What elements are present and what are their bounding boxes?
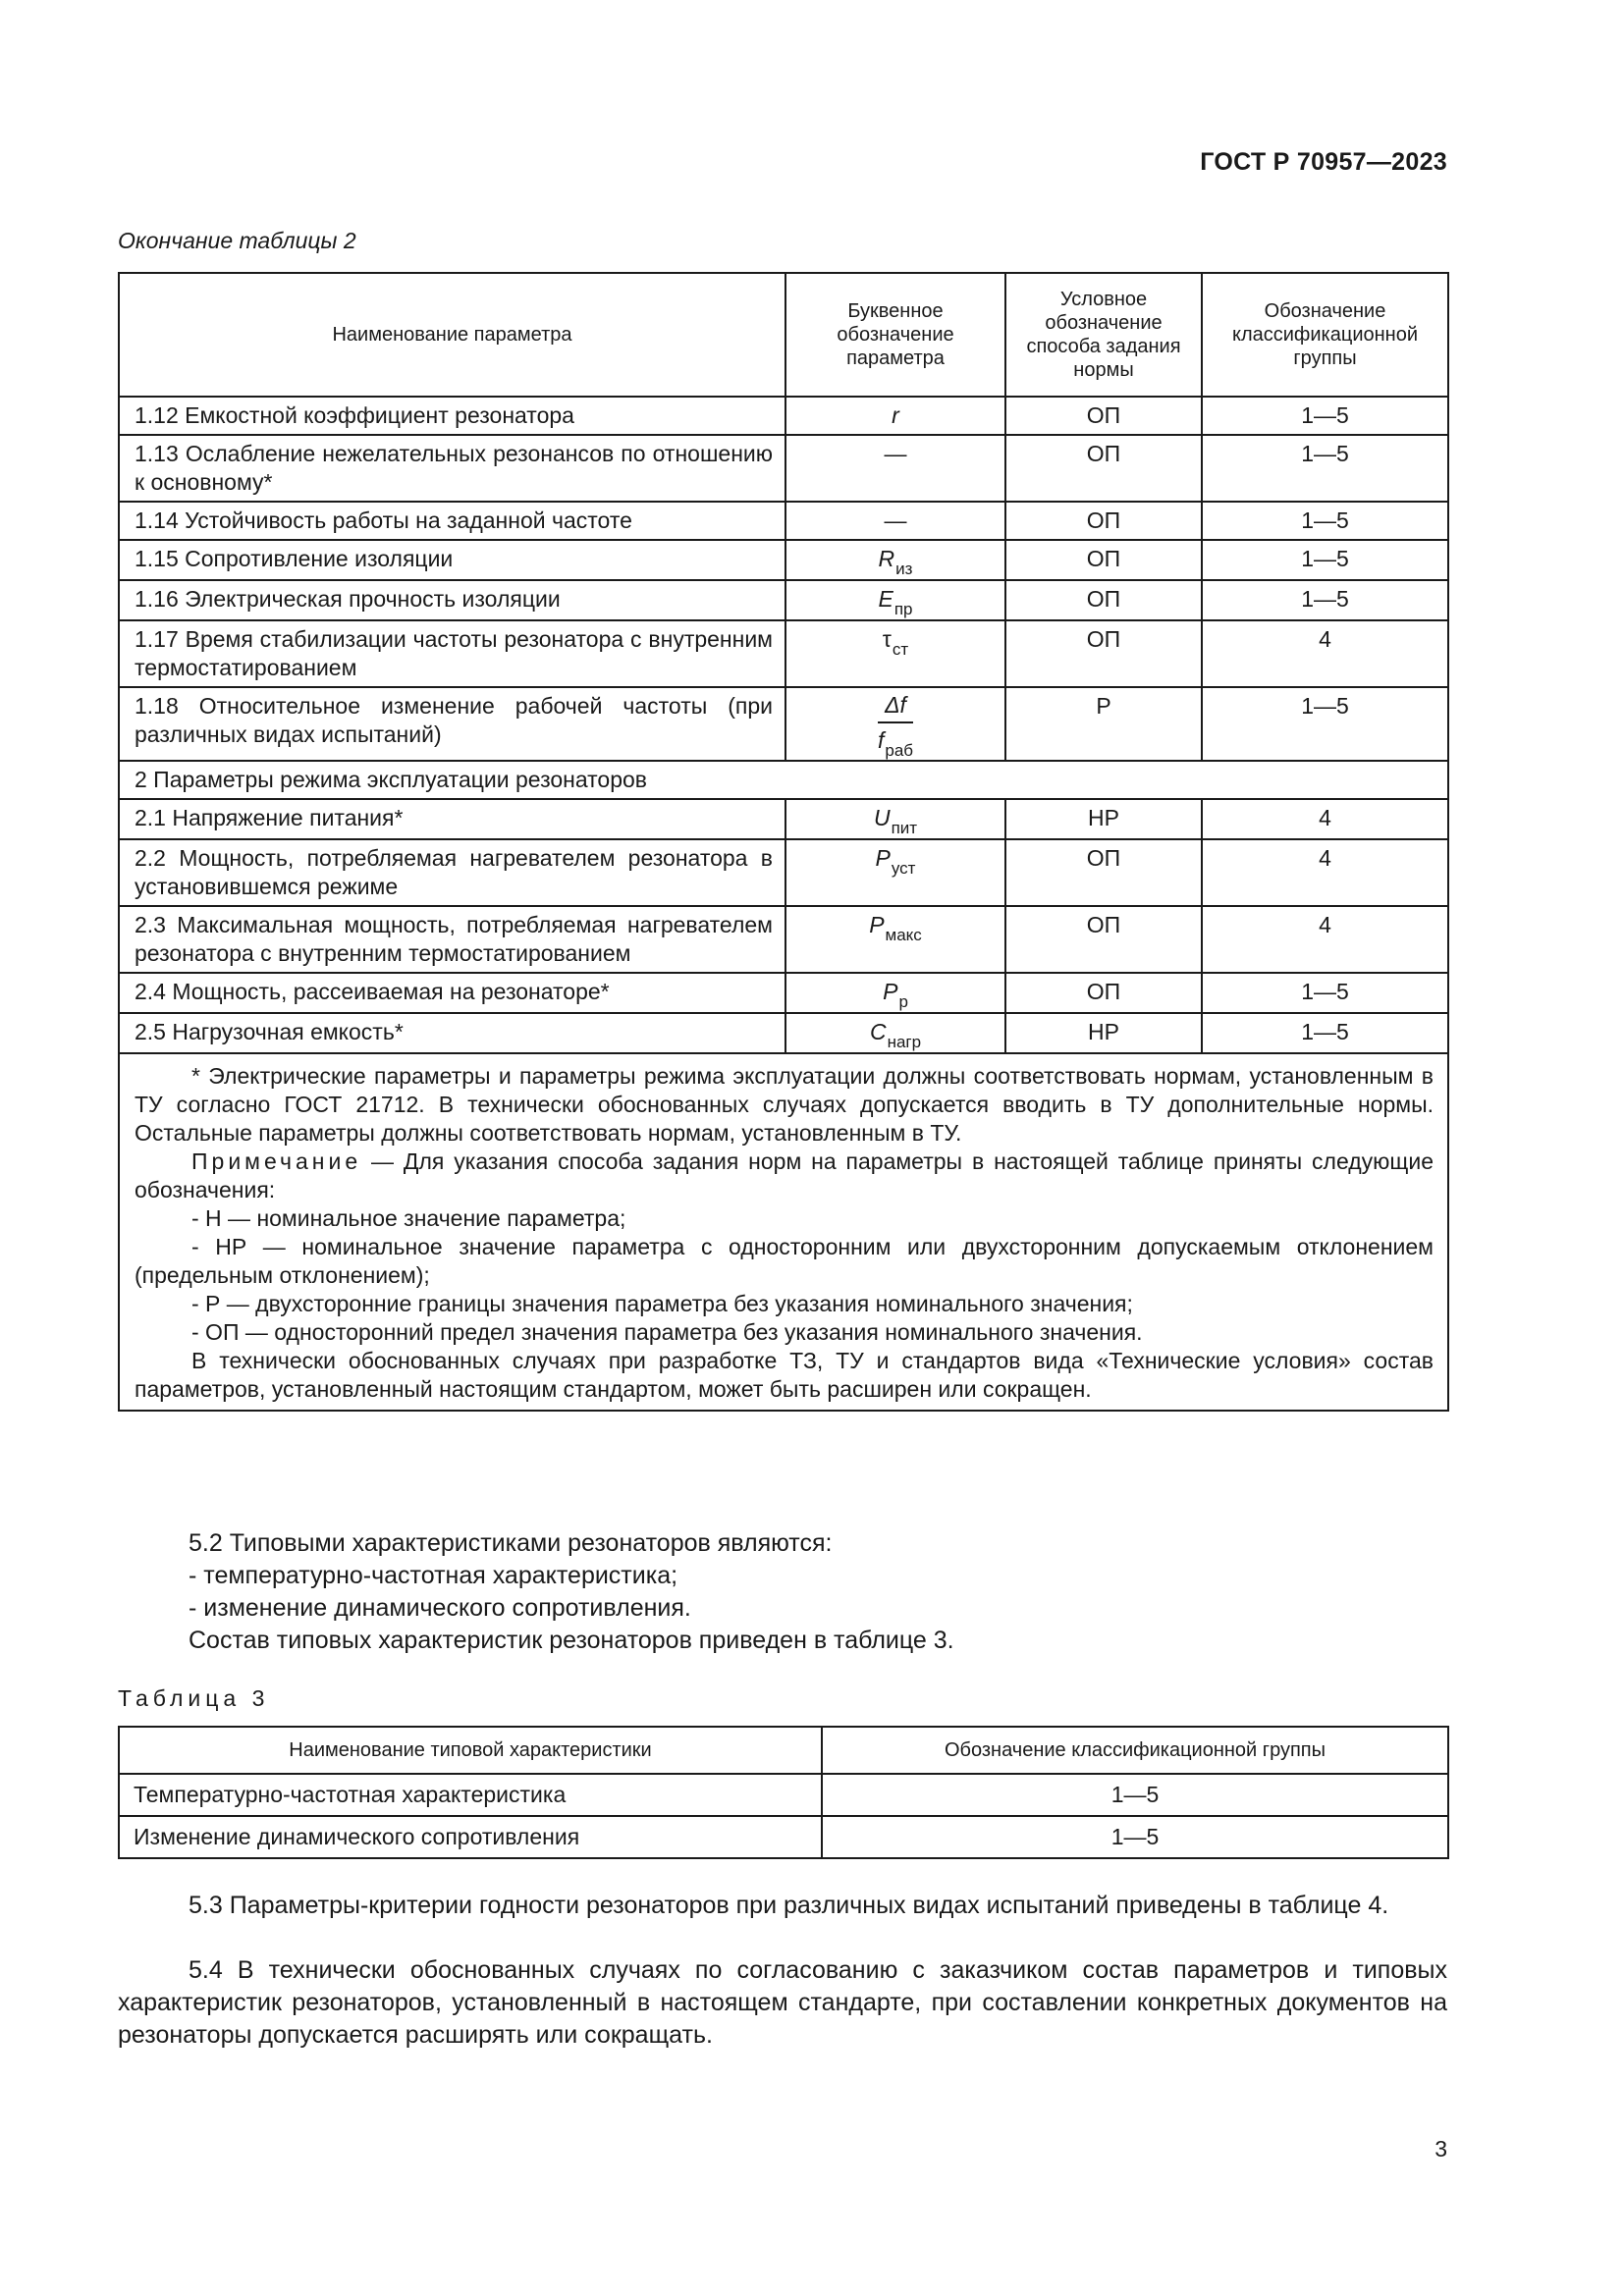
parameter-symbol: r — [892, 402, 899, 428]
table-row — [119, 839, 1448, 906]
parameter-symbol: $C_{нагр}$ — [785, 1013, 1005, 1053]
section-5-2-intro: 5.2 Типовыми характеристиками резонаторов являются: — [189, 1529, 833, 1557]
class-group: 1—5 — [1202, 1013, 1448, 1053]
table-header-row — [119, 273, 1448, 397]
page-number: 3 — [1435, 2136, 1447, 2162]
norm-method: ОП — [1005, 906, 1202, 973]
parameter-name: 1.18 Относительное изменение рабочей частоты (при различных видах испытаний) — [119, 687, 785, 761]
header-class-group: Обозначение классификационной группы — [822, 1727, 1448, 1774]
table-row — [119, 397, 1448, 435]
class-group: 1—5 — [1202, 973, 1448, 1013]
section-5-2-item: - температурно-частотная характеристика; — [189, 1562, 678, 1589]
class-group: 1—5 — [1202, 540, 1448, 580]
parameter-name: 2.5 Нагрузочная емкость* — [119, 1013, 785, 1053]
norm-method: ОП — [1005, 973, 1202, 1013]
footnote-text: * Электрические параметры и параметры режима эксплуатации должны соответствовать нормам, установленным в ТУ согласно ГОСТ 21712. В технически обоснованных случаях допускается вводить в ТУ дополнительные нормы. Остальные параметры должны соответствовать нормам, установленным в ТУ. — [135, 1063, 1434, 1146]
class-group: 4 — [1202, 620, 1448, 687]
norm-method: ОП — [1005, 540, 1202, 580]
parameter-symbol: $P_{уст}$ — [785, 839, 1005, 906]
header-letter-symbol: Буквенное обозначение параметра — [785, 273, 1005, 397]
parameter-symbol: $R_{из}$ — [785, 540, 1005, 580]
parameter-name: 1.13 Ослабление нежелательных резонансов по отношению к основному* — [119, 435, 785, 502]
characteristic-name: Изменение динамического сопротивления — [119, 1816, 822, 1858]
section-row — [119, 761, 1448, 799]
norm-method: НР — [1005, 799, 1202, 839]
note-label: Примечание — [191, 1148, 362, 1174]
class-group: 1—5 — [1202, 580, 1448, 620]
table-row — [119, 1013, 1448, 1053]
norm-method: ОП — [1005, 435, 1202, 502]
table-footnote — [119, 1053, 1448, 1411]
note-item: - Р — двухсторонние границы значения параметра без указания номинального значения; — [191, 1291, 1133, 1316]
norm-method: ОП — [1005, 580, 1202, 620]
table-row — [119, 620, 1448, 687]
typical-characteristics-table — [118, 1726, 1449, 1859]
parameter-symbol: $U_{пит}$ — [785, 799, 1005, 839]
footnote-row — [119, 1053, 1448, 1411]
parameter-name: 1.14 Устойчивость работы на заданной частоте — [119, 502, 785, 540]
parameter-symbol: $P_р$ — [785, 973, 1005, 1013]
table-row — [119, 580, 1448, 620]
standard-designation: ГОСТ Р 70957—2023 — [1200, 148, 1447, 176]
norm-method: ОП — [1005, 620, 1202, 687]
table-row — [119, 973, 1448, 1013]
parameter-symbol: $\tau_{ст}$ — [785, 620, 1005, 687]
characteristic-name: Температурно-частотная характеристика — [119, 1774, 822, 1816]
header-parameter-name: Наименование параметра — [119, 273, 785, 397]
norm-method: ОП — [1005, 502, 1202, 540]
class-group: 4 — [1202, 799, 1448, 839]
fraction-symbol: $\frac{\Delta f}{f_{раб}}$ — [877, 692, 914, 760]
section-5-3 — [118, 1890, 1447, 1922]
parameter-name: 1.16 Электрическая прочность изоляции — [119, 580, 785, 620]
parameter-name: 1.15 Сопротивление изоляции — [119, 540, 785, 580]
parameter-name: 1.12 Емкостной коэффициент резонатора — [119, 397, 785, 435]
class-group: 1—5 — [1202, 687, 1448, 761]
parameter-symbol: — — [785, 502, 1005, 540]
parameter-name: 2.3 Максимальная мощность, потребляемая нагревателем резонатора с внутренним термостатированием — [119, 906, 785, 973]
norm-method: ОП — [1005, 397, 1202, 435]
parameter-symbol: — — [785, 435, 1005, 502]
class-group: 4 — [1202, 839, 1448, 906]
class-group: 1—5 — [822, 1816, 1448, 1858]
parameter-name: 2.2 Мощность, потребляемая нагревателем резонатора в установившемся режиме — [119, 839, 785, 906]
section-5-4 — [118, 1954, 1447, 2052]
parameter-symbol: $E_{пр}$ — [785, 580, 1005, 620]
header-norm-method: Условное обозначение способа задания нормы — [1005, 273, 1202, 397]
class-group: 1—5 — [1202, 435, 1448, 502]
note-paragraph — [135, 1148, 1434, 1204]
section-5-3-text: 5.3 Параметры-критерии годности резонаторов при различных видах испытаний приведены в таблице 4. — [189, 1892, 1389, 1919]
table-row — [119, 906, 1448, 973]
parameter-name: 1.17 Время стабилизации частоты резонатора с внутренним термостатированием — [119, 620, 785, 687]
header-class-group: Обозначение классификационной группы — [1202, 273, 1448, 397]
norm-method: НР — [1005, 1013, 1202, 1053]
norm-method: ОП — [1005, 839, 1202, 906]
table-header-row — [119, 1727, 1448, 1774]
norm-method: Р — [1005, 687, 1202, 761]
section-5-2-item: - изменение динамического сопротивления. — [189, 1594, 691, 1622]
class-group: 1—5 — [1202, 397, 1448, 435]
class-group: 4 — [1202, 906, 1448, 973]
note-item: - НР — номинальное значение параметра с односторонним или двухсторонним допускаемым отклонением (предельным отклонением); — [135, 1234, 1434, 1288]
table-row — [119, 502, 1448, 540]
parameter-name: 2.1 Напряжение питания* — [119, 799, 785, 839]
section-5-4-text: 5.4 В технически обоснованных случаях по согласованию с заказчиком состав параметров и типовых характеристик резонаторов, установленный в настоящем стандарте, при составлении конкретных документов на резонаторы допускается расширять или сокращать. — [118, 1956, 1447, 2049]
table-row — [119, 540, 1448, 580]
section-5-2 — [118, 1527, 1447, 1657]
table-2-caption: Окончание таблицы 2 — [118, 228, 356, 253]
parameter-name: 2.4 Мощность, рассеиваемая на резонаторе* — [119, 973, 785, 1013]
parameter-symbol — [785, 687, 1005, 761]
table-row — [119, 799, 1448, 839]
parameter-symbol: $P_{макс}$ — [785, 906, 1005, 973]
note-item: - ОП — односторонний предел значения параметра без указания номинального значения. — [191, 1319, 1143, 1345]
class-group: 1—5 — [822, 1774, 1448, 1816]
section-5-2-outro: Состав типовых характеристик резонаторов приведен в таблице 3. — [189, 1627, 954, 1654]
parameters-table — [118, 272, 1449, 1412]
note-item: - Н — номинальное значение параметра; — [191, 1205, 626, 1231]
table-row — [119, 1816, 1448, 1858]
header-characteristic-name: Наименование типовой характеристики — [119, 1727, 822, 1774]
table-row — [119, 435, 1448, 502]
table-row — [119, 687, 1448, 761]
note-final: В технически обоснованных случаях при разработке ТЗ, ТУ и стандартов вида «Технические условия» состав параметров, установленный настоящим стандартом, может быть расширен или сокращен. — [135, 1348, 1434, 1402]
section-title: 2 Параметры режима эксплуатации резонаторов — [119, 761, 1448, 799]
table-row — [119, 1774, 1448, 1816]
class-group: 1—5 — [1202, 502, 1448, 540]
table-3-caption: Таблица 3 — [118, 1685, 270, 1711]
note-text: — Для указания способа задания норм на параметры в настоящей таблице приняты следующие обозначения: — [135, 1148, 1434, 1202]
